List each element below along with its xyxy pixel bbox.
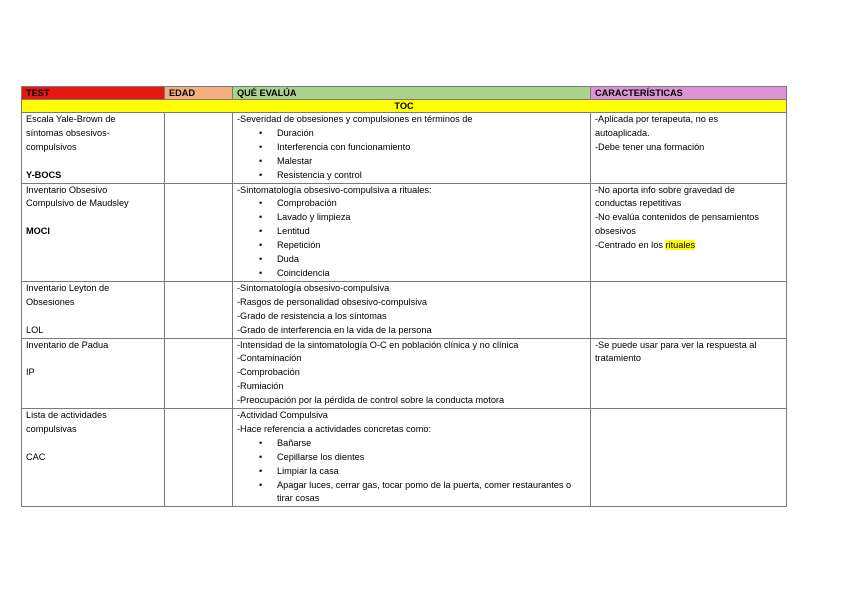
test-abbreviation: Y-BOCS <box>26 169 62 180</box>
bullet-icon: • <box>259 451 263 462</box>
section-title: TOC <box>22 100 787 113</box>
evaluation-line: -Grado de resistencia a los síntomas <box>237 310 387 321</box>
age-cell <box>165 338 233 409</box>
characteristics-line: -Se puede usar para ver la respuesta al <box>595 339 757 350</box>
bullet-icon: • <box>259 267 263 278</box>
test-cell <box>22 338 165 409</box>
test-name-line: compulsivas <box>26 423 77 434</box>
test-name-line: Compulsivo de Maudsley <box>26 198 129 209</box>
evaluation-cell <box>233 409 591 507</box>
characteristics-line: obsesivos <box>595 226 636 237</box>
evaluation-line: -Rumiación <box>237 381 284 392</box>
characteristics-line: autoaplicada. <box>595 127 650 138</box>
age-cell <box>165 281 233 338</box>
bullet-icon: • <box>259 212 263 223</box>
test-name-line: compulsivos <box>26 141 77 152</box>
characteristics-line: -No aporta info sobre gravedad de <box>595 184 735 195</box>
evaluation-line: -Hace referencia a actividades concretas como: <box>237 423 432 434</box>
bullet-icon: • <box>259 437 263 448</box>
table-row <box>22 409 787 507</box>
header-test: TEST <box>22 87 165 100</box>
evaluation-line: -Comprobación <box>237 367 300 378</box>
test-name-line: síntomas obsesivos- <box>26 127 110 138</box>
bullet-icon: • <box>259 465 263 476</box>
evaluation-line: -Sintomatología obsesivo-compulsiva <box>237 282 390 293</box>
evaluation-bullet: • Duración <box>237 127 586 141</box>
evaluation-bullet: • Apagar luces, cerrar gas, tocar pomo de la puerta, comer restaurantes o tirar cosas <box>259 479 572 504</box>
characteristics-line: -Debe tener una formación <box>595 141 705 152</box>
evaluation-line: -Rasgos de personalidad obsesivo-compulsiva <box>237 296 427 307</box>
age-cell <box>165 183 233 281</box>
bullet-icon: • <box>259 226 263 237</box>
evaluation-line: -Sintomatología obsesivo-compulsiva a rituales: <box>237 184 432 195</box>
bullet-icon: • <box>259 141 263 152</box>
characteristics-cell <box>591 281 787 338</box>
characteristics-cell <box>591 409 787 507</box>
test-name-line: Inventario Leyton de <box>26 282 110 293</box>
table-row <box>22 113 787 184</box>
test-name-line: Inventario Obsesivo <box>26 184 108 195</box>
table-row <box>22 183 787 281</box>
characteristics-line: -Centrado en los rituales <box>595 240 696 251</box>
evaluation-bullet: • Limpiar la casa <box>237 465 586 479</box>
characteristics-line: conductas repetitivas <box>595 198 682 209</box>
evaluation-line: -Intensidad de la sintomatología O-C en población clínica y no clínica <box>237 339 519 350</box>
evaluation-bullet: • Bañarse <box>237 437 586 451</box>
header-caracteristicas: CARACTERÍSTICAS <box>591 87 787 100</box>
evaluation-bullet: • Resistencia y control <box>237 169 586 183</box>
characteristics-cell <box>591 113 787 184</box>
evaluation-line: -Actividad Compulsiva <box>237 410 328 421</box>
test-name-line: Escala Yale-Brown de <box>26 114 116 124</box>
test-cell <box>22 183 165 281</box>
characteristics-cell <box>591 183 787 281</box>
evaluation-cell <box>233 281 591 338</box>
evaluation-bullet: • Cepillarse los dientes <box>237 451 586 465</box>
test-cell <box>22 113 165 184</box>
test-abbreviation: LOL <box>26 324 44 335</box>
table-row <box>22 338 787 409</box>
evaluation-line: -Grado de interferencia en la vida de la persona <box>237 324 432 335</box>
header-que-evalua: QUÉ EVALÚA <box>233 87 591 100</box>
evaluation-line: -Contaminación <box>237 353 302 364</box>
test-name-line: Inventario de Padua <box>26 339 109 350</box>
age-cell <box>165 409 233 507</box>
test-table <box>21 86 787 507</box>
table-row <box>22 281 787 338</box>
evaluation-bullet: • Repetición <box>237 239 586 253</box>
bullet-icon: • <box>259 169 263 180</box>
header-row <box>22 87 787 100</box>
header-edad: EDAD <box>165 87 233 100</box>
test-cell <box>22 281 165 338</box>
characteristics-cell <box>591 338 787 409</box>
evaluation-bullet: • Lavado y limpieza <box>237 211 586 225</box>
test-abbreviation: MOCI <box>26 226 50 237</box>
bullet-icon: • <box>259 254 263 265</box>
evaluation-bullet: • Duda <box>237 253 586 267</box>
test-abbreviation: IP <box>26 367 35 378</box>
evaluation-line: -Preocupación por la pérdida de control sobre la conducta motora <box>237 395 505 406</box>
evaluation-cell <box>233 338 591 409</box>
section-row <box>22 100 787 113</box>
evaluation-line: -Severidad de obsesiones y compulsiones en términos de <box>237 114 473 124</box>
highlighted-text: rituales <box>665 240 696 251</box>
bullet-icon: • <box>259 155 263 166</box>
bullet-icon: • <box>259 198 263 209</box>
evaluation-cell <box>233 183 591 281</box>
evaluation-bullet: • Coincidencia <box>237 267 586 281</box>
bullet-icon: • <box>259 479 263 490</box>
test-abbreviation: CAC <box>26 451 46 462</box>
evaluation-bullet: • Comprobación <box>237 197 586 211</box>
test-name-line: Obsesiones <box>26 296 75 307</box>
characteristics-line: -Aplicada por terapeuta, no es <box>595 114 719 124</box>
characteristics-line: -No evalúa contenidos de pensamientos <box>595 212 759 223</box>
test-cell <box>22 409 165 507</box>
bullet-icon: • <box>259 240 263 251</box>
evaluation-bullet: • Interferencia con funcionamiento <box>237 141 586 155</box>
evaluation-cell <box>233 113 591 184</box>
evaluation-bullet: • Lentitud <box>237 225 586 239</box>
evaluation-bullet: • Malestar <box>237 155 586 169</box>
bullet-icon: • <box>259 127 263 138</box>
age-cell <box>165 113 233 184</box>
characteristics-line: tratamiento <box>595 353 641 364</box>
test-name-line: Lista de actividades <box>26 410 107 421</box>
